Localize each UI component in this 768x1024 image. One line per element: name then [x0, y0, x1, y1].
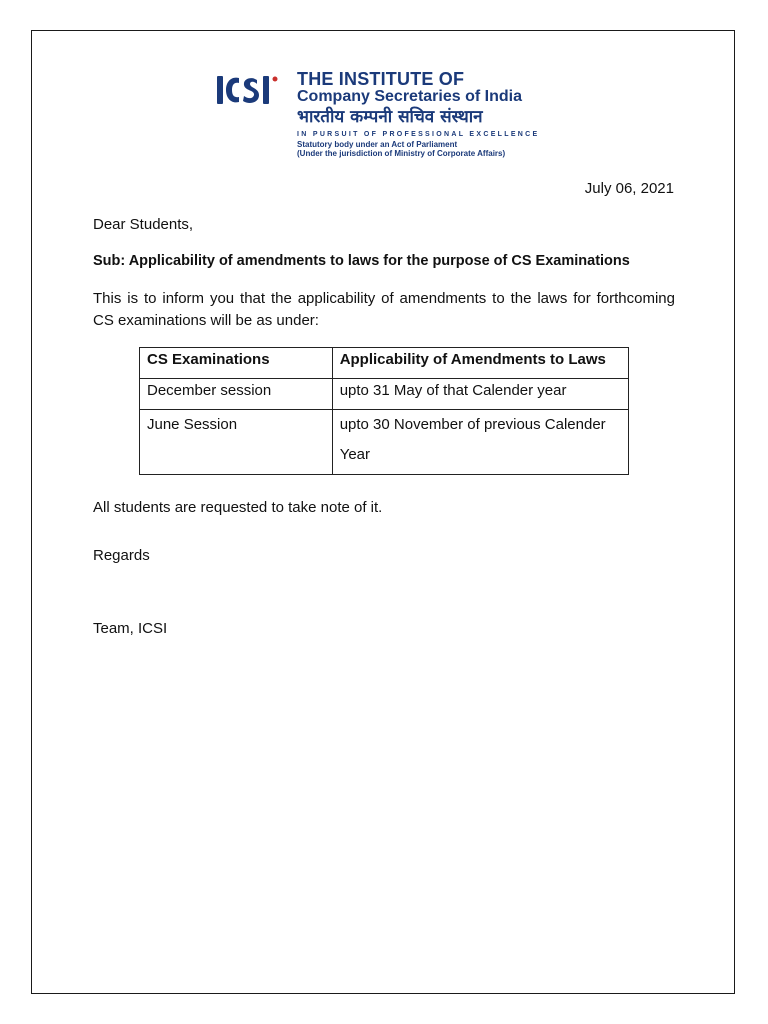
amendments-table — [139, 347, 629, 475]
org-tagline: IN PURSUIT OF PROFESSIONAL EXCELLENCE — [297, 131, 540, 138]
closing: Regards — [93, 547, 150, 564]
table-row — [140, 379, 629, 410]
subject-line: Sub: Applicability of amendments to laws for the purpose of CS Examinations — [93, 253, 630, 269]
signature: Team, ICSI — [93, 620, 168, 637]
icsi-logo — [217, 74, 281, 106]
org-name-hindi: भारतीय कम्पनी सचिव संस्थान — [297, 107, 483, 127]
table-cell: upto 31 May of that Calender year — [332, 379, 628, 410]
table-cell: upto 30 November of previous Calender Year — [332, 410, 628, 475]
table-header: Applicability of Amendments to Laws — [332, 348, 628, 379]
org-name-block — [297, 70, 567, 158]
org-name-line2: Company Secretaries of India — [297, 88, 522, 105]
table-header-row — [140, 348, 629, 379]
table-cell: December session — [140, 379, 333, 410]
table-row — [140, 410, 629, 475]
salutation: Dear Students, — [93, 216, 194, 233]
letter-date: July 06, 2021 — [584, 180, 674, 197]
org-jurisdiction: (Under the jurisdiction of Ministry of Corporate Affairs) — [297, 149, 506, 158]
intro-paragraph: This is to inform you that the applicability of amendments to the laws for forthcoming CS examinations will be as under: — [93, 290, 675, 329]
note-paragraph: All students are requested to take note of it. — [93, 499, 383, 516]
org-name-line1: THE INSTITUTE OF — [297, 69, 465, 89]
org-statutory: Statutory body under an Act of Parliament — [297, 140, 458, 149]
table-header: CS Examinations — [140, 348, 333, 379]
letterhead — [217, 70, 557, 160]
table-cell: June Session — [140, 410, 333, 475]
